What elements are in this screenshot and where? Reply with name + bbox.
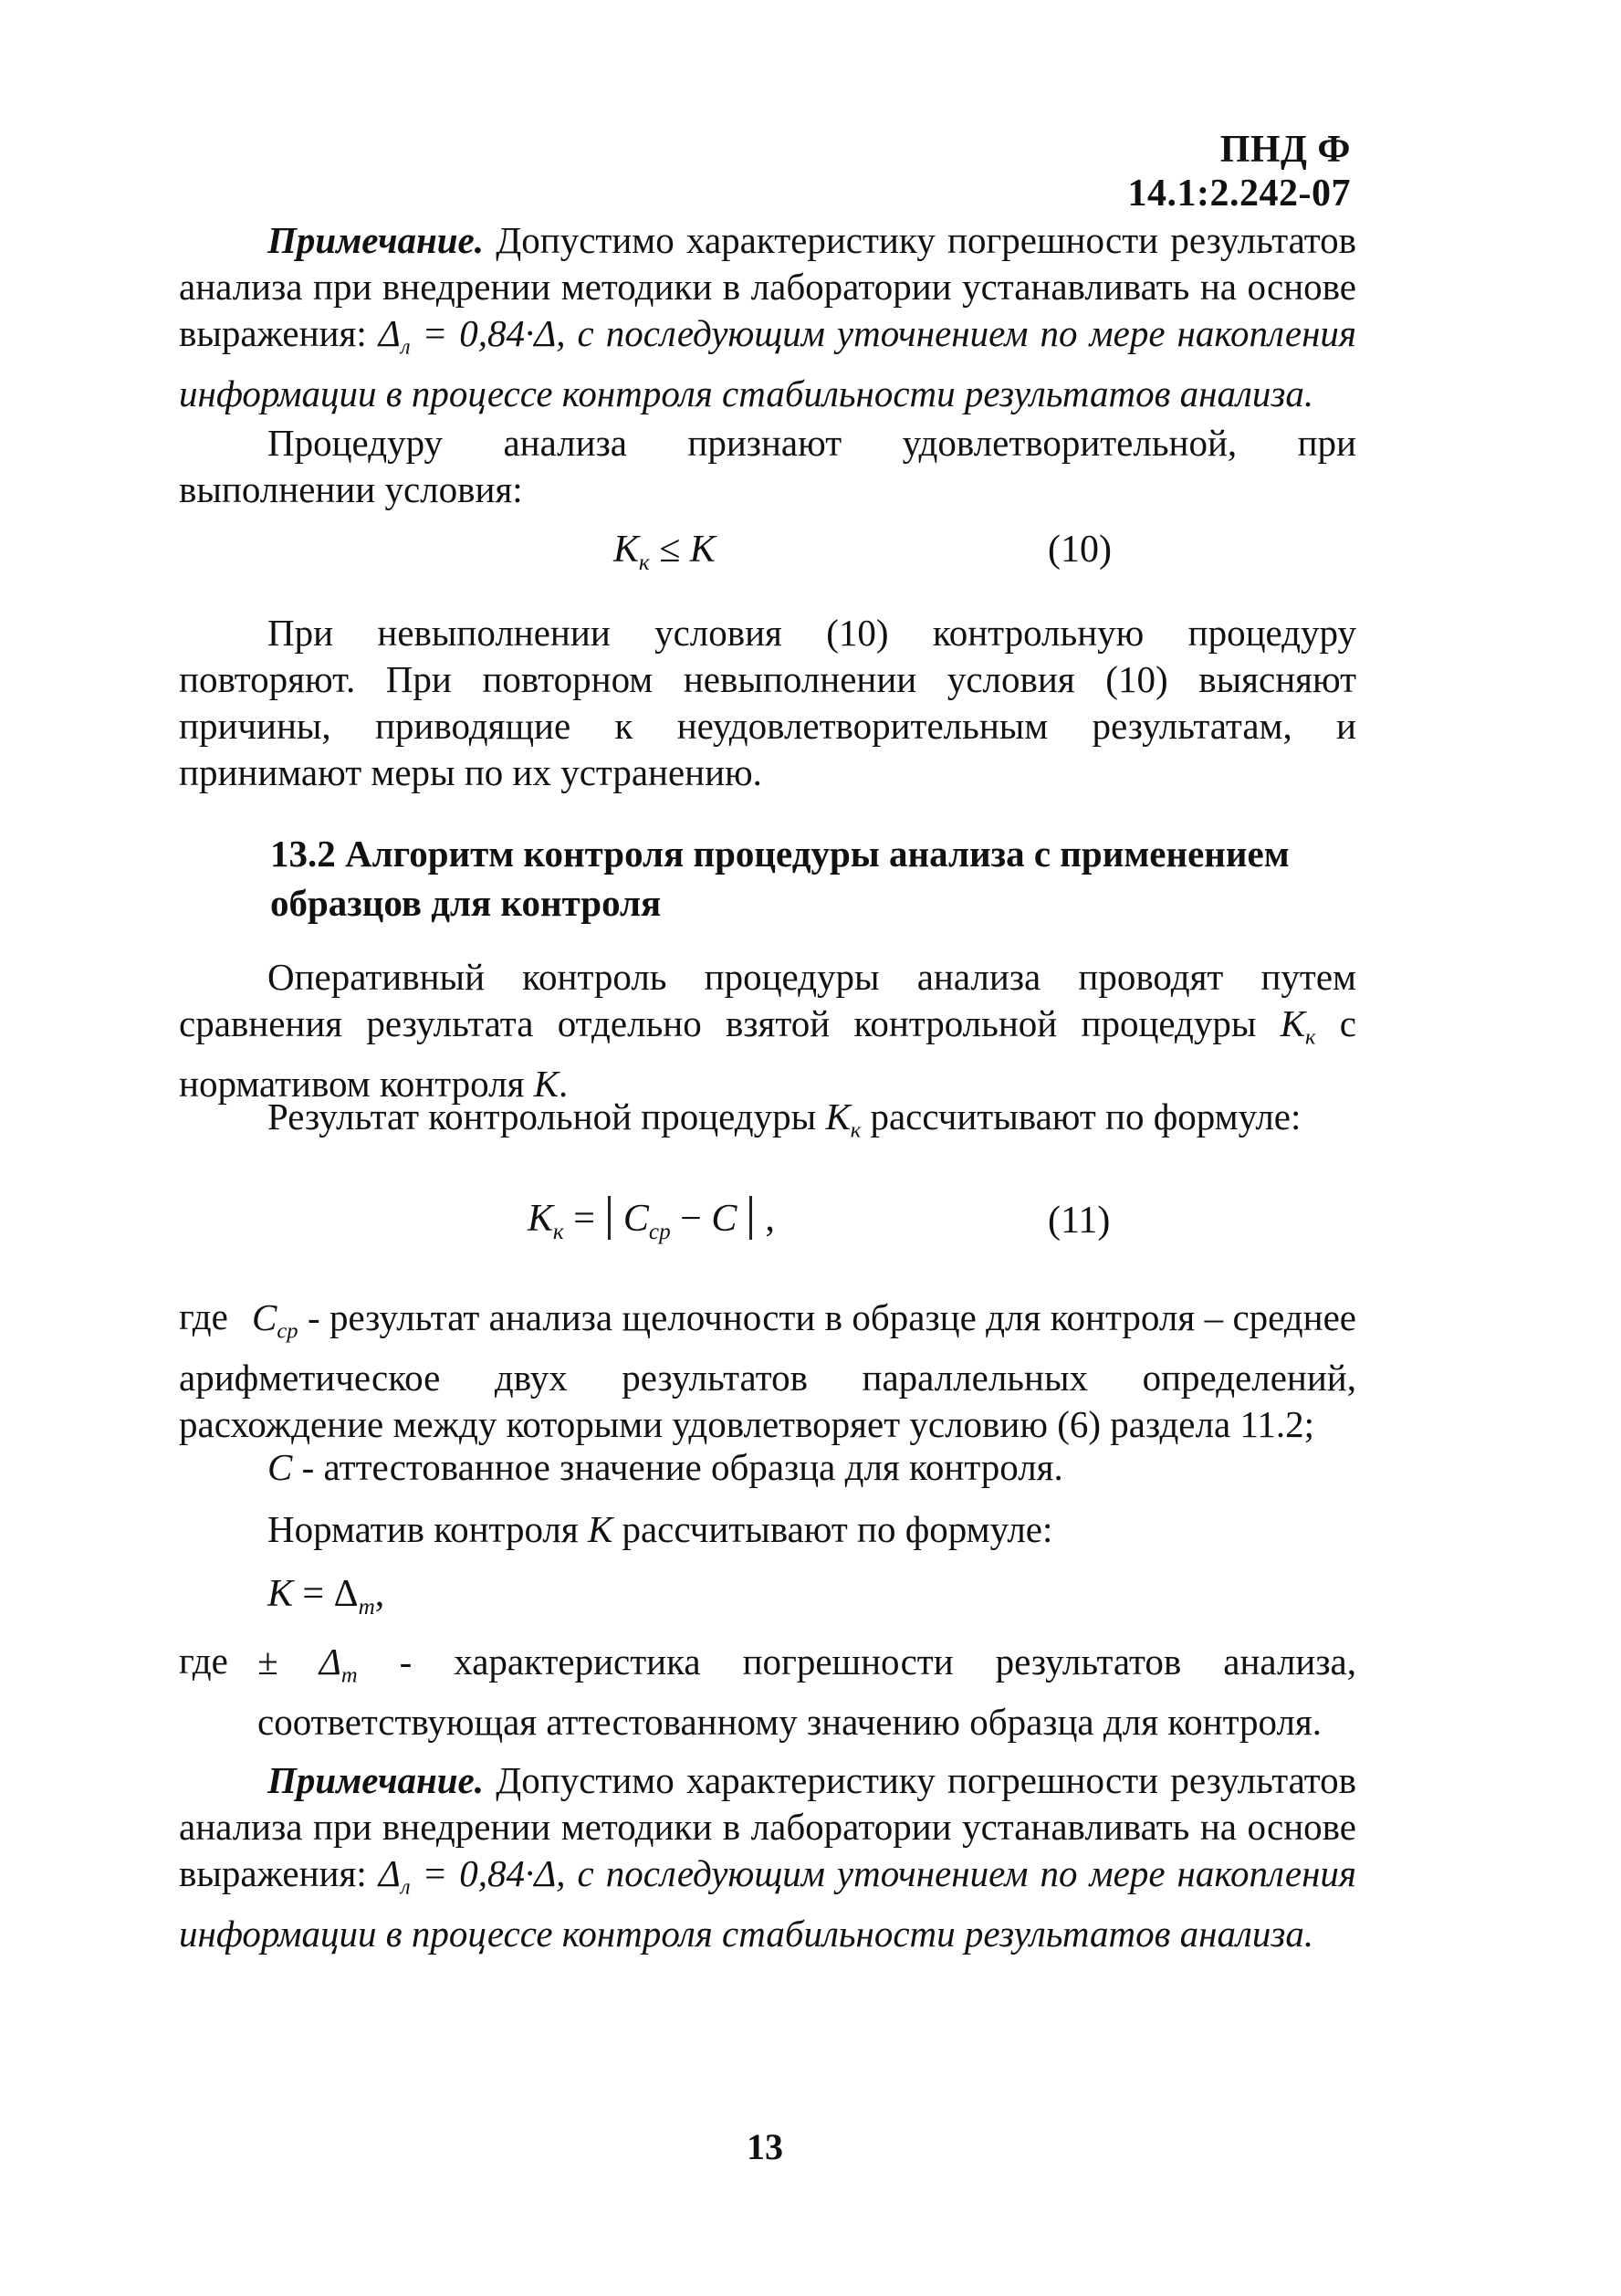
section-heading-line1: 13.2 Алгоритм контроля процедуры анализа с применением — [270, 833, 1290, 875]
norm-paragraph: Норматив контроля К рассчитывают по формуле: — [267, 1508, 1053, 1550]
failure-text: При невыполнении условия (10) контрольную процедуру повторяют. При повторном невыполнении условия (10) выясняют причины, приводящие к неудовлетворительным результатам, и принимают меры по их устранению. — [179, 612, 1356, 793]
equation-number-10: (10) — [1048, 529, 1112, 571]
section-heading — [270, 829, 1356, 928]
equation-number-11: (11) — [1048, 1200, 1111, 1242]
formula-10: $К_к \le К$ — [613, 529, 716, 575]
delta-symbol: Δ — [378, 312, 401, 354]
document-code-header: ПНД Ф 14.1:2.242-07 — [1127, 129, 1351, 215]
k-symbol: К — [1280, 1002, 1305, 1044]
note-text-cont: = 0,84·Δ, с последующим уточнением по мере накопления информации в процессе контроля стабильности результатов анализа. — [179, 312, 1356, 414]
abs-bar-left — [608, 1196, 611, 1240]
formula-11: $К_к = C_{ср} - C$ , — [528, 1198, 775, 1244]
note-text: Допустимо характеристику погрешности результатов анализа при внедрении методики в лаборатории устанавливать на основе выражения: — [179, 219, 1356, 354]
where-label: где — [179, 1640, 228, 1682]
page-number: 13 — [747, 2126, 783, 2167]
definition-c: С - аттестованное значение образца для контроля. — [267, 1446, 1063, 1488]
delta-symbol: Δ — [378, 1852, 401, 1894]
note-paragraph-1 — [179, 217, 1356, 417]
definition-c-average: $C_{ср}$ - результат анализа щелочности в образце для контроля – среднее арифметическое двух результатов параллельных определений, расхождение между которыми удовлетворяет условию (6) раздела 11.2; — [179, 1296, 1356, 1445]
kk-symbol: К — [825, 1096, 851, 1138]
condition-paragraph — [179, 420, 1356, 513]
note-paragraph-2: Примечание. Допустимо характеристику погрешности результатов анализа при внедрении методики в лаборатории устанавливать на основе выражения: $\Delta_л = 0,84\cdot\Delta$, с последующим уточнением по мере накопления информации в процессе контроля стабильности результатов анализа. — [179, 1759, 1356, 1955]
condition-text: Процедуру анализа признают удовлетворительной, при выполнении условия: — [179, 422, 1356, 510]
note-label: Примечание. — [267, 1759, 484, 1801]
definition-delta: ± $\Delta_т$ - характеристика погрешности результатов анализа, соответствующая аттестованному значению образца для контроля. — [257, 1641, 1356, 1743]
where-label: где — [179, 1295, 228, 1337]
formula-norm: $К = \Delta_т$, — [267, 1573, 385, 1620]
failure-paragraph — [179, 610, 1356, 796]
k-symbol: К — [533, 1062, 559, 1105]
note-label: Примечание. — [267, 219, 484, 261]
k-symbol: К — [587, 1508, 613, 1550]
result-paragraph: Результат контрольной процедуры $К_к$ рассчитывают по формуле: — [267, 1096, 1302, 1143]
abs-bar-right — [749, 1196, 752, 1240]
operative-control-paragraph: Оперативный контроль процедуры анализа проводят путем сравнения результата отдельно взятой контрольной процедуры $К_к$ с нормативом контроля К. — [179, 956, 1356, 1105]
delta-subscript: л — [400, 334, 411, 360]
section-heading-line2: образцов для контроля — [270, 882, 662, 924]
